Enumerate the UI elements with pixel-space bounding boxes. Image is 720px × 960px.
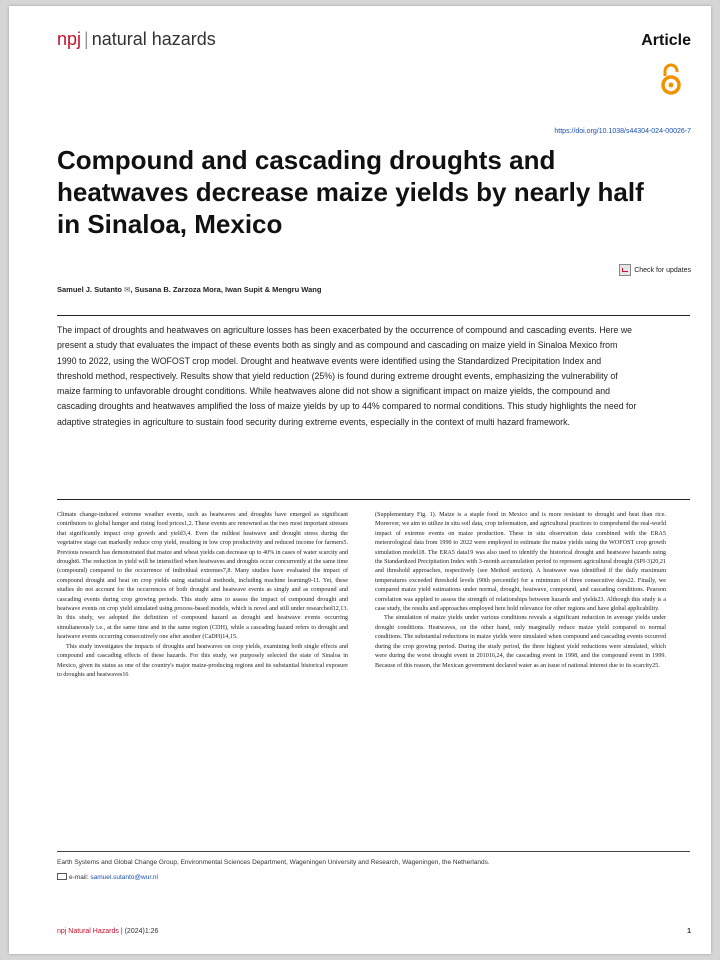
abstract-text: The impact of droughts and heatwaves on agriculture losses has been exacerbated by the occurrence of compound and cascading events. Here we present a study that evaluates the impact of these events both as singly and as compound and cascading on maize yield in Sinaloa Mexico from 1990 to 2022, using the WOFOST crop model. Drought and heatwave events were identified using the Standardized Precipitation Index and threshold method, respectively. Results show that yield reduction (25%) is found during extreme drought events, emphasizing the vulnerability of maize farming to unfavorable drought conditions. While heatwaves alone did not show a significant impact on maize yields, the compound and cascading droughts and heatwaves amplified the loss of maize yields by up to 44% compared to normal conditions. This study highlights the need for adaptive strategies in agriculture to sustain food security during extreme events, especially in the context of multi hazard framework. xyxy=(57,325,637,427)
envelope-icon[interactable]: ✉ xyxy=(124,285,131,294)
footer-citation xyxy=(57,928,158,935)
footer-journal: npj Natural Hazards xyxy=(57,928,119,935)
brand-npj: npj xyxy=(57,29,82,49)
brand-journal-name: natural hazards xyxy=(91,29,216,49)
article-page xyxy=(9,6,711,954)
corresponding-email xyxy=(57,872,158,881)
abstract-top-rule xyxy=(57,315,690,316)
footnote-rule xyxy=(57,851,690,852)
check-updates-icon xyxy=(619,264,631,276)
abstract-bottom-rule xyxy=(57,499,690,500)
body-paragraph: This study investigates the impacts of droughts and heatwaves on crop yields, examining both single effects and compound and cascading effects of these hazards. For this study, we purposely selected the state of Sinaloa in Mexico, given its status as one of the country's major maize-producing regions and its substantial historical exposure to droughts and heatwaves16 xyxy=(57,643,348,678)
page-number: 1 xyxy=(687,928,691,935)
mail-icon xyxy=(57,873,67,880)
check-updates-label: Check for updates xyxy=(634,266,691,274)
journal-brand[interactable] xyxy=(57,29,216,50)
open-access-icon xyxy=(657,62,685,96)
author-rest: , Susana B. Zarzoza Mora, Iwan Supit & Mengru Wang xyxy=(130,285,322,294)
article-type-label: Article xyxy=(641,32,691,49)
body-paragraph: Climate change-induced extreme weather events, such as heatwaves and droughts have emerged as significant contributors to global hunger and rising food prices1,2. These events are renowned as the two most important stresses that significantly impact crop growth and yield3,4. Even the mildest heatwave and drought stress during the vegetative stage can markedly reduce crop yield, resulting in low crop productivity and reduced income for farmers5. Previous research has demonstrated that maize and wheat yields can decrease up to 40% in cases of water scarcity and drought6. The reduction in yield will be intensified when heatwaves and droughts occur concurrently at the same time (compound) compared to the occurrence of individual extremes7,8. Many studies have evaluated the impact of compound drought and heat on crop yields using statistical methods, including machine learning9-11. Yet, these studies do not account for the occurrences of both drought and heatwave events as singly and as compound and cascading events during crop growing periods. This study aims to assess the impact of compound drought and heatwave events on crop yield simulated using process-based models, which is novel and still under researched12,13. In this study, we adopted the definition of compound hazard as drought and heatwave events occurring simultaneously i.e., at the same time and in the same region (CDH), while a cascading hazard refers to drought and heatwave events occurring consecutively one after another (CaDH)14,15. xyxy=(57,512,348,641)
author-first[interactable]: Samuel J. Sutanto xyxy=(57,285,123,294)
brand-separator: | xyxy=(84,29,89,49)
affiliation-note: Earth Systems and Global Change Group, Environmental Sciences Department, Wageningen University and Research, Wageningen, the Netherlands. xyxy=(57,859,490,866)
check-for-updates-button[interactable] xyxy=(619,264,691,276)
body-paragraph: (Supplementary Fig. 1). Maize is a staple food in Mexico and is more resistant to drought and heat than rice. Moreover, we aim to utilize in situ soil data, crop information, and agricultural practices to comprehend the real-world impact of extreme events on maize production. These in situ observation data combined with the ERA5 meteorological data from 1990 to 2022 were employed to estimate the maize yields using the WOFOST crop growth simulation model18. The ERA5 data19 was also used to identify the historical drought and heatwave hazards using the Standardized Precipitation Index with 3-month accumulation period to represent agricultural drought (SPI-3)20,21 and threshold approaches, respectively (see Method section). A heatwave was identified if the daily maximum temperatures exceeded threshold levels (90th percentile) for a minimum of three consecutive days22. Finally, we compared maize yield estimations under normal, drought, heatwave, compound, and cascading conditions. Pearson correlation was applied to assess the strength of relationships between hazards and yields23. Although this study is a case study, the results and approaches employed here hold relevance for other regions and have global applicability. xyxy=(375,512,666,613)
doi-link[interactable]: https://doi.org/10.1038/s44304-024-00026-7 xyxy=(554,128,691,135)
email-link[interactable]: samuel.sutanto@wur.nl xyxy=(90,874,158,881)
footer-issue: | (2024)1:26 xyxy=(120,928,159,935)
body-paragraph: The simulation of maize yields under various conditions reveals a significant reduction in average yields under drought conditions. Heatwaves, on the other hand, only marginally reduce maize yield compared to normal conditions. The substantial reductions in maize yields were simulated when compound and cascading events occurred during the crop growing period. During the study period, the three highest yield reductions were simulated, which were during the worst drought event in 201016,24, the cascading event in 1998, and the compound event in 1999. Because of this reason, the Mexican government declared water as an issue of national interest due to its scarcity25. xyxy=(375,615,666,669)
author-list xyxy=(57,285,321,294)
body-column-right xyxy=(375,511,666,671)
body-column-left xyxy=(57,511,348,680)
article-title: Compound and cascading droughts and heatwaves decrease maize yields by nearly half in Sinaloa, Mexico xyxy=(57,145,644,239)
email-label: e-mail: xyxy=(69,874,89,881)
